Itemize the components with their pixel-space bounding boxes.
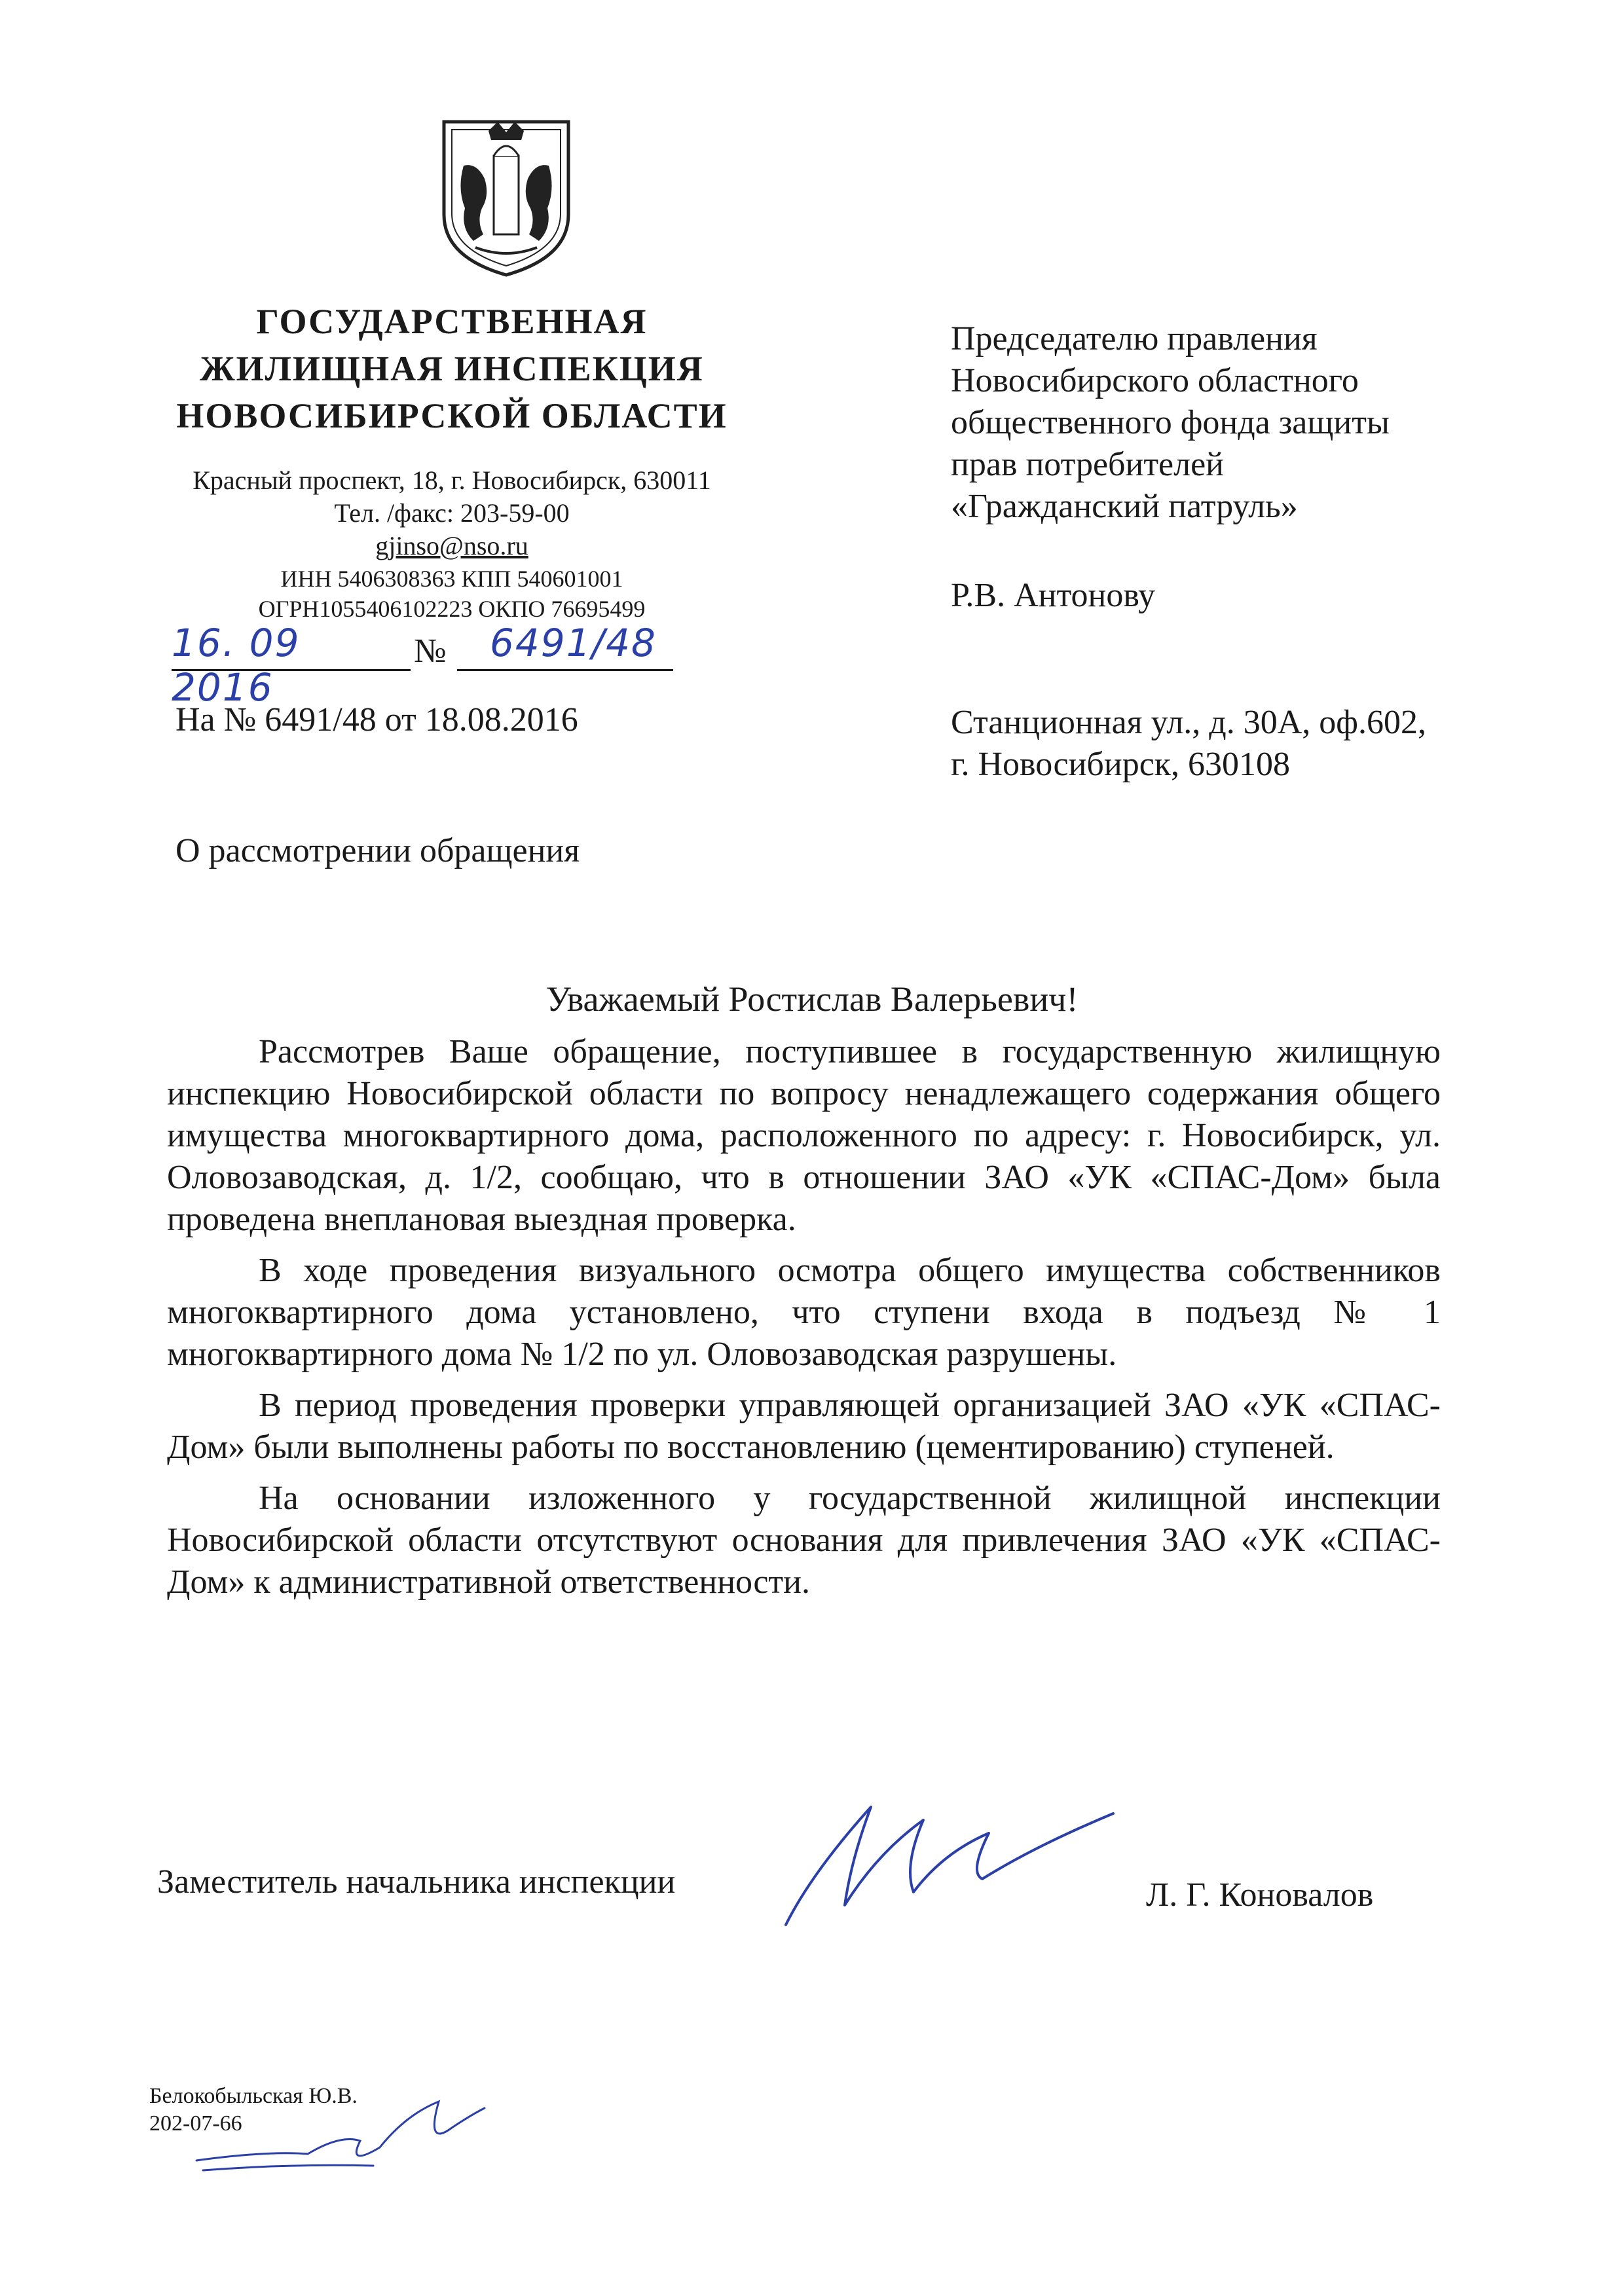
reply-reference: На № 6491/48 от 18.08.2016 xyxy=(175,701,578,738)
recipient-line1: Председателю правления xyxy=(951,320,1318,357)
sender-address: Красный проспект, 18, г. Новосибирск, 630011 xyxy=(193,465,711,495)
sender-ogrn-okpo: ОГРН1055406102223 ОКПО 76695499 xyxy=(258,596,646,622)
body-paragraph: Рассмотрев Ваше обращение, поступившее в государственную жилищную инспекцию Новосибирской области по вопросу ненадлежащего содержания общего имущества многоквартирного дома, расположенного по адресу: г. Новосибирск, ул. Оловозаводская, д. 1/2, сообщаю, что в отношении ЗАО «УК «СПАС-Дом» была проведена внеплановая выездная проверка. xyxy=(167,1033,1441,1238)
recipient-line5: «Гражданский патруль» xyxy=(951,488,1298,525)
org-name-line1: ГОСУДАРСТВЕННАЯ xyxy=(256,302,648,341)
number-sign: № xyxy=(414,632,447,670)
body-paragraph: В ходе проведения визуального осмотра общего имущества собственников многоквартирного дома установлено, что ступени входа в подъезд № 1 многоквартирного дома № 1/2 по ул. Оловозаводская разрушены. xyxy=(167,1252,1441,1373)
greeting: Уважаемый Ростислав Валерьевич! xyxy=(545,979,1079,1019)
signatory-name: Л. Г. Коновалов xyxy=(1146,1876,1374,1914)
org-name-line3: НОВОСИБИРСКОЙ ОБЛАСТИ xyxy=(176,396,728,435)
signature-icon xyxy=(773,1794,1139,1938)
letter-body xyxy=(167,1031,1441,1613)
outgoing-date-field xyxy=(172,621,411,710)
body-paragraph: В период проведения проверки управляющей организацией ЗАО «УК «СПАС-Дом» были выполнены работы по восстановлению (цементированию) ступеней. xyxy=(167,1387,1441,1466)
recipient-line4: прав потребителей xyxy=(951,446,1224,483)
sender-phone: Тел. /факс: 203-59-00 xyxy=(334,498,570,528)
initials-icon xyxy=(190,2088,491,2180)
recipient-line3: общественного фонда защиты xyxy=(951,404,1390,441)
coat-of-arms-icon xyxy=(437,117,575,280)
recipient-address-line1: Станционная ул., д. 30А, оф.602, xyxy=(951,704,1426,741)
outgoing-date: 16. 09 2016 xyxy=(172,621,301,710)
recipient-address-line2: г. Новосибирск, 630108 xyxy=(951,746,1291,783)
executor-phone: 202-07-66 xyxy=(149,2111,242,2136)
body-paragraph: На основании изложенного у государственной жилищной инспекции Новосибирской области отсутствуют основания для привлечения ЗАО «УК «СПАС-Дом» к административной ответственности. xyxy=(167,1480,1441,1601)
sender-email[interactable]: gjinso@nso.ru xyxy=(375,531,528,560)
signatory-title: Заместитель начальника инспекции xyxy=(157,1863,676,1901)
recipient-line2: Новосибирского областного xyxy=(951,362,1359,399)
letter-subject: О рассмотрении обращения xyxy=(175,832,580,869)
executor-name: Белокобыльская Ю.В. xyxy=(149,2084,358,2108)
sender-inn-kpp: ИНН 5406308363 КПП 540601001 xyxy=(280,566,623,592)
outgoing-number-field xyxy=(457,621,673,671)
org-name-line2: ЖИЛИЩНАЯ ИНСПЕКЦИЯ xyxy=(200,349,704,388)
outgoing-number: 6491/48 xyxy=(490,621,657,665)
recipient-name: Р.В. Антонову xyxy=(951,577,1156,614)
